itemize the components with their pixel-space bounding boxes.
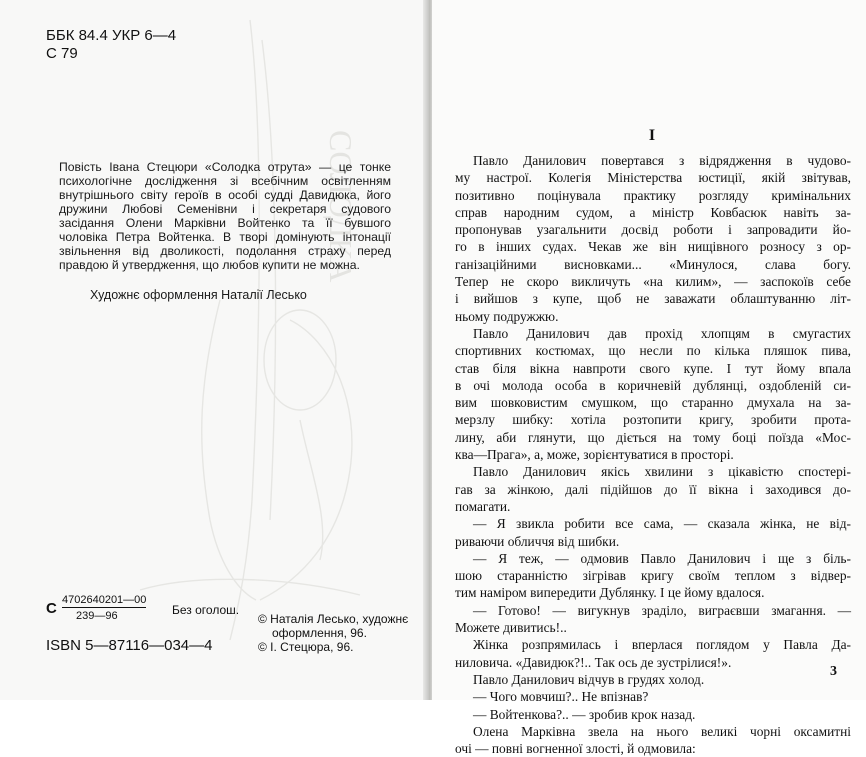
- text-line: тим наміром випередити Дублянку. І це йому вдалося.: [455, 585, 765, 601]
- copyright-line: © І. Стецюра, 96.: [258, 640, 354, 654]
- text-line: му настрої. Колегія Міністерства юстиції, якій звітував,: [455, 170, 851, 186]
- text-line: вим шовковистим смушком, що старанно дмухала на за-: [455, 395, 851, 411]
- text-line: шою старанністю зігрівав кригу своїм теплом з відвер-: [455, 568, 851, 584]
- text-line: го в інших судах. Чекав же він нищівного розносу з ор-: [455, 239, 851, 255]
- bbk-classification: [46, 27, 176, 63]
- text-line: позитивно поцінувала практику розгляду кримінальних: [455, 187, 851, 203]
- copyright-line: © Наталія Лесько, художнє: [258, 612, 409, 626]
- text-line: — Войтенкова?.. — зробив крок назад.: [473, 706, 696, 722]
- copyright-line: оформлення, 96.: [272, 626, 367, 640]
- text-line: пропонував узагальнити досвід роботи і запровадити йо-: [455, 222, 851, 238]
- svg-text:СОЛОДКА: СОЛОДКА: [323, 130, 359, 283]
- text-line: — Я теж, — одмовив Павло Данилович і ще з біль-: [473, 550, 851, 566]
- text-line: помагати.: [455, 498, 511, 514]
- text-line: — Чого мовчиш?.. Не впізнав?: [473, 689, 649, 705]
- text-line: справ народним судом, а міністр Ковбасюк навіть за-: [455, 204, 851, 220]
- text-line: Павло Данилович якісь хвилини з цікавістю спостері-: [473, 464, 851, 480]
- text-line: Жінка розпрямилась і вперлася поглядом у Павла Да-: [473, 637, 851, 653]
- catalog-letter: С: [46, 600, 57, 617]
- page-number: 3: [830, 664, 837, 679]
- text-line: в очі молода особа в коричневій дублянці, оздобленій си-: [455, 377, 851, 393]
- text-line: ниловича. «Давидюк?!.. Так ось де зустрілися!».: [455, 654, 732, 670]
- text-line: лину, аби глянути, що діється на тому боці поїзда «Мос-: [455, 429, 851, 445]
- chapter-text: [455, 152, 851, 757]
- text-line: Павло Данилович дав прохід хлопцям в смугастих: [473, 325, 851, 341]
- text-line: мерзлу шибку: хотіла розтопити кригу, зробити прота-: [455, 412, 851, 428]
- catalog-note: Без оголош.: [172, 603, 240, 617]
- catalog-denominator: 239—96: [76, 610, 118, 622]
- text-line: і вийшов з купе, щоб не заважати облаштуванню літ-: [455, 291, 851, 307]
- text-line: ганізаційними висновками... «Минулося, слава богу.: [455, 256, 851, 272]
- text-line: Павло Данилович повертався з відрядження в чудово-: [473, 153, 851, 168]
- bbk-code: ББК 84.4 УКР 6—4: [46, 27, 177, 44]
- text-line: риваючи обличчя від шибки.: [455, 533, 620, 549]
- text-line: — Я звикла робити все сама, — сказала жінка, не від-: [473, 516, 851, 532]
- text-line: Павло Данилович відчув в грудях холод.: [473, 671, 705, 687]
- text-line: Тепер не скоро викличуть «на килим», — заспокоїв себе: [455, 274, 851, 290]
- chapter-number: I: [648, 127, 656, 144]
- text-line: — Готово! — вигукнув зраділо, виграєвши змагання. —: [473, 602, 851, 618]
- isbn: ISBN 5—87116—034—4: [46, 637, 213, 654]
- text-line: Олена Марківна звела на нього великі чорні оксамитні: [473, 723, 851, 739]
- text-line: спортивних костюмах, що несли по кілька пляшок пива,: [455, 343, 851, 359]
- book-annotation: Повість Івана Стецюри «Солодка отрута» — це тонке психологічне дослідження зі всебічним освітленням внутрішнього світу героїв в особі судді Давидюка, його дружини Любові Семенівни і секретаря судового засідання Олени Марківни Войтенко та її бувшого чоловіка Петра Войтенка. В творі домінують інтонації звільнення від дволикості, подолання страху перед правдою й утвердження, що любов купити не можна.: [59, 160, 391, 272]
- text-line: став біля вікна навпроти свого купе. І тут йому впала: [455, 360, 851, 376]
- author-mark: С 79: [46, 45, 78, 62]
- left-page: [0, 0, 425, 700]
- design-credit: Художнє оформлення Наталії Лесько: [90, 288, 307, 302]
- catalog-numerator: 4702640201—00: [62, 594, 147, 606]
- text-line: ньому подружжю.: [455, 308, 559, 324]
- copyright-block: [258, 612, 408, 654]
- text-line: ква—Прага», а, може, зорієнтуватися в просторі.: [455, 447, 734, 463]
- text-line: гав за жінкою, далі підійшов до її вікна і заходився до-: [455, 481, 851, 497]
- text-line: Можете дивитись!..: [455, 620, 567, 636]
- text-line: очі — повні вогненної злості, й одмовила:: [455, 741, 696, 757]
